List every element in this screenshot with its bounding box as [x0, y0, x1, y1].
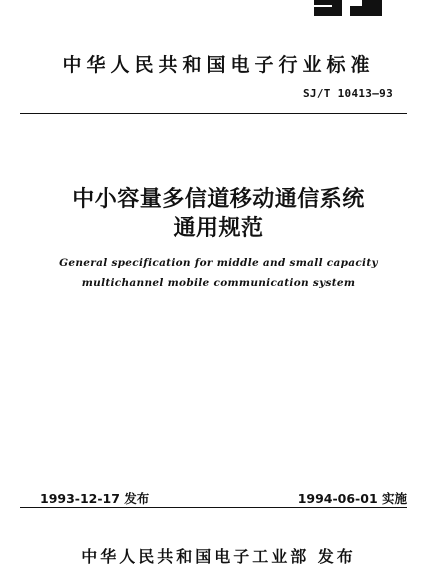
publisher: 中华人民共和国电子工业部 发布	[81, 547, 356, 566]
english-title-line-2: multichannel mobile communication system	[81, 277, 356, 289]
bottom-divider	[20, 507, 407, 508]
implementation-date: 1994-06-01 实施	[297, 491, 407, 506]
issuing-body-title: 中华人民共和国电子行业标准	[62, 54, 375, 76]
sj-logo-mark	[312, 0, 384, 16]
english-title	[0, 253, 437, 293]
chinese-title	[0, 185, 437, 243]
standard-number: SJ/T 10413—93	[303, 87, 393, 100]
top-divider	[20, 113, 407, 114]
chinese-title-line-2: 通用规范	[173, 216, 264, 241]
issue-date: 1993-12-17 发布	[40, 491, 150, 506]
english-title-line-1: General specification for middle and small capacity	[59, 257, 378, 269]
sj-logo	[312, 0, 384, 16]
chinese-title-line-1: 中小容量多信道移动通信系统	[72, 187, 365, 212]
